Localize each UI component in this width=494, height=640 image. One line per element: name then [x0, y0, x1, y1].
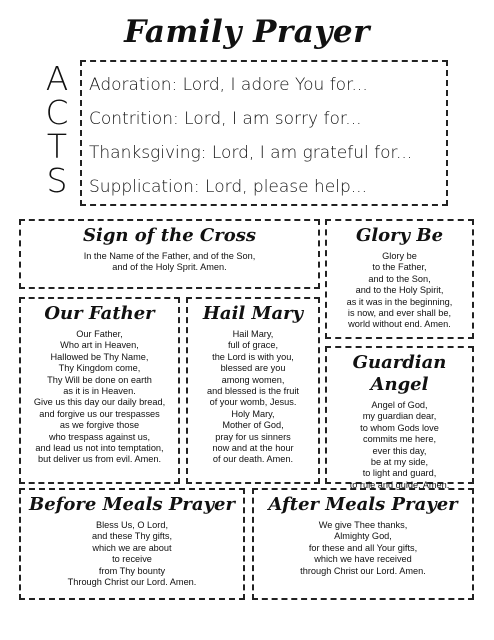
before-meals-box: [19, 488, 245, 600]
acts-box: [80, 60, 448, 206]
glory-be-title: Glory Be: [355, 225, 444, 246]
guardian-angel-title: Guardian Angel: [352, 352, 447, 395]
after-meals-box: [252, 488, 474, 600]
our-father-box: [19, 297, 180, 484]
our-father-text: Our Father, Who art in Heaven, Hallowed be Thy Name, Thy Kingdom come, Thy Will be done on earth as it is in Heaven. Give us this day our daily bread, and forgive us our trespasses as we forgive those who trespass against us, and lead us not into temptation, but deliver us from evil. Amen.: [33, 329, 166, 465]
supplication-line: Supplication: Lord, please help...: [89, 177, 367, 197]
before-meals-title: Before Meals Prayer: [29, 494, 235, 515]
after-meals-text: We give Thee thanks, Almighty God, for these and all Your gifts, which we have received through Christ our Lord. Amen.: [300, 520, 426, 576]
sign-of-the-cross-box: [19, 219, 320, 289]
sign-of-the-cross-text: In the Name of the Father, and of the Son, and of the Holy Sprit. Amen.: [83, 251, 256, 273]
acts-letter-t: T: [46, 127, 68, 166]
sign-of-the-cross-title: Sign of the Cross: [83, 225, 256, 246]
acts-letter-s: S: [46, 161, 68, 200]
after-meals-title: After Meals Prayer: [268, 494, 458, 515]
before-meals-text: Bless Us, O Lord, and these Thy gifts, which we are about to receive from Thy bounty Through Christ our Lord. Amen.: [67, 520, 197, 588]
hail-mary-title: Hail Mary: [202, 303, 304, 324]
acts-acronym: [40, 59, 74, 200]
thanksgiving-line: Thanksgiving: Lord, I am grateful for...: [89, 143, 413, 163]
acts-letter-a: A: [45, 59, 69, 98]
page-title: Family Prayer: [124, 14, 370, 50]
glory-be-box: [325, 219, 474, 339]
our-father-title: Our Father: [44, 303, 155, 324]
hail-mary-text: Hail Mary, full of grace, the Lord is with you, blessed are you among women, and blessed is the fruit of your womb, Jesus. Holy Mary, Mother of God, pray for us sinners now and at the hour of our death. Amen.: [207, 329, 299, 465]
hail-mary-box: [186, 297, 320, 484]
contrition-line: Contrition: Lord, I am sorry for...: [89, 109, 362, 129]
guardian-angel-box: [325, 346, 474, 490]
guardian-angel-text: Angel of God, my guardian dear, to whom Gods love commits me here, ever this day, be at my side, to light and guard, to rule and guide. Amen.: [349, 400, 450, 490]
glory-be-text: Glory be to the Father, and to the Son, and to the Holy Spirit, as it was in the beginning, is now, and ever shall be, world without end. Amen.: [346, 251, 453, 330]
adoration-line: Adoration: Lord, I adore You for...: [89, 75, 368, 95]
acts-letter-c: C: [45, 93, 69, 132]
